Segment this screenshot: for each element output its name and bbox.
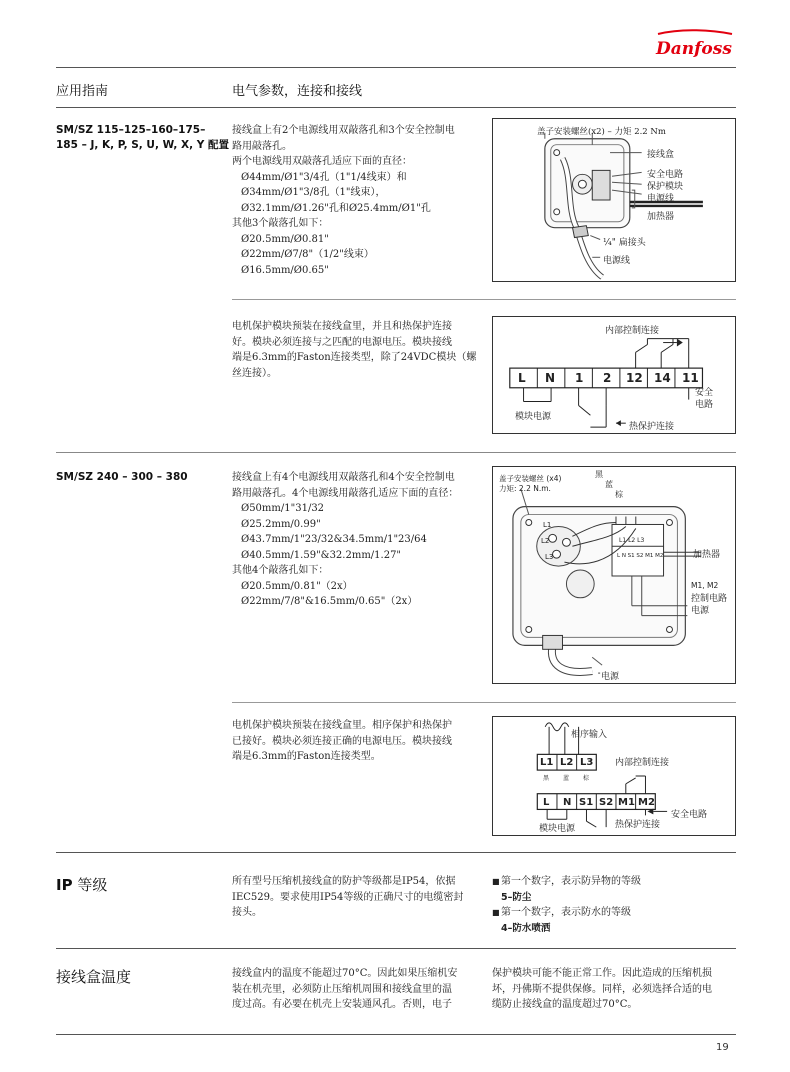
diameter-line: Ø50mm/1"31/32 xyxy=(241,503,325,514)
temp-title: 接线盒温度 xyxy=(56,968,132,986)
text-line: 丝连接）。 xyxy=(232,367,277,379)
fig2-module-power: 模块电源 xyxy=(515,412,552,422)
divider xyxy=(56,852,736,853)
terminal-11: 11 xyxy=(682,371,699,385)
fig4-color-black: 黑 xyxy=(543,775,550,782)
model-line: SM/SZ 240 – 300 – 380 xyxy=(56,471,188,483)
s2-text xyxy=(232,319,482,381)
fig3-wire-l2: L2 xyxy=(541,537,550,545)
text-line: 电机保护模块预装在接线盒里，并且和热保护连接 xyxy=(232,321,452,332)
ip-text xyxy=(232,874,482,921)
terminal-L: L xyxy=(518,371,526,385)
divider xyxy=(232,299,736,300)
text-line: 端是6.3mm的Faston连接类型，除了24VDC模块（螺 xyxy=(232,352,477,363)
fig3-screw-2: 力矩: 2.2 N.m. xyxy=(499,484,551,493)
danfoss-logo xyxy=(652,28,736,60)
text-line: 电机保护模块预装在接线盒里。相序保护和热保护 xyxy=(232,720,452,731)
fig1-screw-label: 盖子安装螺丝(x2) – 力矩 2.2 Nm xyxy=(537,127,666,137)
diameter-line: Ø20.5mm/0.81"（2x） xyxy=(241,580,353,592)
fig2-internal-label: 内部控制连接 xyxy=(605,326,660,336)
terminal-14: 14 xyxy=(654,371,671,385)
text-line: 坏，丹佛斯不提供保修。同样，必须选择合适的电 xyxy=(492,983,712,995)
figure-module-wiring-1 xyxy=(492,316,736,434)
text-line: 路用敲落孔。 xyxy=(232,140,292,152)
fig3-inner-n: L N S1 S2 M1 M2 xyxy=(617,553,664,559)
header-bottom-rule xyxy=(56,107,736,108)
ip-title xyxy=(56,874,107,895)
text-line: 其他3个敲落孔如下： xyxy=(232,218,329,229)
fig1-box-label: 接线盒 xyxy=(647,150,675,160)
terminal-12: 12 xyxy=(626,371,643,385)
fig4-safety: 安全电路 xyxy=(671,810,708,820)
fig1-heater-label: 加热器 xyxy=(647,212,675,222)
diameter-line: Ø20.5mm/Ø0.81" xyxy=(241,233,329,245)
fig4-internal: 内部控制连接 xyxy=(615,758,670,768)
text-line: 已接好。模块必须连接正确的电源电压。模块接线 xyxy=(232,735,452,747)
header-left: 应用指南 xyxy=(56,84,109,99)
divider xyxy=(56,452,736,453)
fig3-power2: 电源 xyxy=(601,672,620,682)
temp-text-right xyxy=(492,966,736,1013)
model-line: SM/SZ 115–125–160–175– xyxy=(56,124,206,136)
bullet-text: 第一个数字，表示防异物的等级 xyxy=(501,876,641,887)
fig3-black: 黑 xyxy=(595,470,603,479)
header-top-rule xyxy=(56,67,736,68)
fig2-safety-1: 安全 xyxy=(695,388,714,398)
model-line: 185 – J, K, P, S, U, W, X, Y 配置 xyxy=(56,139,229,151)
fig4-term-L: L xyxy=(543,797,550,808)
fig2-thermal: 热保护连接 xyxy=(629,422,675,432)
fig3-wire-l1: L1 xyxy=(543,521,552,529)
figure-terminal-box-small xyxy=(492,118,736,282)
divider xyxy=(232,702,736,703)
text-line: 保护模块可能不能正常工作。因此造成的压缩机损 xyxy=(492,968,712,979)
fig4-color-blue: 蓝 xyxy=(563,775,570,782)
fig2-safety-2: 电路 xyxy=(695,400,714,410)
text-line: 其他4个敲落孔如下： xyxy=(232,565,329,576)
fig3-screw-1: 盖子安装螺丝 (x4) xyxy=(499,474,562,483)
fig4-phase-L1: L1 xyxy=(540,757,554,768)
text-line: IEC529。要求使用IP54等级的正确尺寸的电缆密封 xyxy=(232,891,464,903)
fig4-module-power: 模块电源 xyxy=(539,824,576,834)
text-line: 好。模块必须连接与之匹配的电源电压。模块接线 xyxy=(232,336,452,348)
terminal-N: N xyxy=(545,371,556,385)
fig3-blue: 蓝 xyxy=(605,480,613,489)
fig3-inner-l: L1 L2 L3 xyxy=(619,537,645,544)
bullet-item: ■ 第一个数字，表示防水的等级 xyxy=(492,905,641,921)
fig3-brown: 棕 xyxy=(615,490,623,499)
fig4-color-brown: 棕 xyxy=(583,775,590,782)
model-s3 xyxy=(56,470,188,485)
text-line: 度过高。有必要在机壳上安装通风孔。否则，电子 xyxy=(232,999,452,1010)
fig4-phase: 相序输入 xyxy=(571,730,608,740)
text-line: 路用敲落孔。4个电源线用敲落孔适应下面的直径： xyxy=(232,487,459,499)
brand-text: Danfoss xyxy=(656,39,732,59)
text-line: 装在机壳里，必须防止压缩机周围和接线盒里的温 xyxy=(232,983,452,995)
terminal-1: 1 xyxy=(575,371,584,385)
fig3-ctrl: 控制电路 xyxy=(691,594,728,604)
bullet-sub: 5–防尘 xyxy=(501,891,532,903)
diameter-line: Ø25.2mm/0.99" xyxy=(241,518,321,530)
diameter-line: Ø16.5mm/Ø0.65" xyxy=(241,264,329,276)
fig4-term-M1: M1 xyxy=(618,797,635,808)
text-line: 接线盒内的温度不能超过70°C。因此如果压缩机安 xyxy=(232,968,458,979)
text-line: 接头。 xyxy=(232,907,262,918)
diameter-line: Ø43.7mm/1"23/32&34.5mm/1"23/64 xyxy=(241,534,427,545)
fig1-faston-label: ¼" 扁接头 xyxy=(603,238,646,248)
divider xyxy=(56,948,736,949)
ip-title-b: 等级 xyxy=(72,876,108,894)
ip-title-a: IP xyxy=(56,876,73,894)
terminal-2: 2 xyxy=(603,371,612,385)
diameter-line: Ø40.5mm/1.59"&32.2mm/1.27" xyxy=(241,549,402,561)
diameter-line: Ø44mm/Ø1"3/4孔（1"1/4线束）和 xyxy=(241,171,407,183)
text-line: 接线盒上有4个电源线用双敲落孔和4个安全控制电 xyxy=(232,472,455,483)
fig1-cable-label: 电源线 xyxy=(603,256,631,266)
fig4-term-M2: M2 xyxy=(638,797,655,808)
fig3-wire-l3: L3 xyxy=(545,553,554,561)
fig1-safety-label: 安全电路 xyxy=(647,170,684,180)
fig4-thermal: 热保护连接 xyxy=(615,820,661,830)
text-line: 缆防止接线盒的温度超过70°C。 xyxy=(492,999,638,1010)
diameter-line: Ø22mm/Ø7/8"（1/2"线束） xyxy=(241,249,374,260)
diameter-line: Ø34mm/Ø1"3/8孔（1"线束）， xyxy=(241,187,386,198)
s1-text xyxy=(232,123,482,278)
fig3-power: 电源 xyxy=(691,606,710,616)
diameter-line: Ø32.1mm/Ø1.26"孔和Ø25.4mm/Ø1"孔 xyxy=(241,202,431,214)
s4-text xyxy=(232,718,482,765)
text-line: 端是6.3mm的Faston连接类型。 xyxy=(232,751,381,762)
bullet-item: ■ 第一个数字，表示防异物的等级 xyxy=(492,874,641,890)
header-right: 电气参数，连接和接线 xyxy=(232,84,363,99)
fig3-heater: 加热器 xyxy=(693,550,721,560)
footer-rule xyxy=(56,1034,736,1035)
fig4-phase-L2: L2 xyxy=(560,757,574,768)
model-s1 xyxy=(56,123,229,153)
page-number: 19 xyxy=(716,1042,729,1053)
figure-module-wiring-2 xyxy=(492,716,736,836)
ip-bullets xyxy=(492,874,641,936)
figure-terminal-box-large xyxy=(492,466,736,684)
fig3-m: M1, M2 xyxy=(691,581,719,590)
text-line: 接线盒上有2个电源线用双敲落孔和3个安全控制电 xyxy=(232,125,455,136)
bullet-sub: 4–防水喷洒 xyxy=(501,922,551,934)
fig4-phase-L3: L3 xyxy=(580,757,594,768)
text-line: 两个电源线用双敲落孔适应下面的直径： xyxy=(232,156,412,167)
fig4-term-S1: S1 xyxy=(579,797,594,808)
fig1-power-label: 电源线 xyxy=(647,194,675,204)
fig4-term-S2: S2 xyxy=(599,797,614,808)
s3-text xyxy=(232,470,482,610)
text-line: 所有型号压缩机接线盒的防护等级都是IP54，依据 xyxy=(232,876,456,887)
fig4-term-N: N xyxy=(563,797,572,808)
fig1-module-label: 保护模块 xyxy=(647,182,684,192)
bullet-text: 第一个数字，表示防水的等级 xyxy=(501,907,631,918)
temp-text-left xyxy=(232,966,482,1013)
diameter-line: Ø22mm/7/8"&16.5mm/0.65"（2x） xyxy=(241,596,418,607)
